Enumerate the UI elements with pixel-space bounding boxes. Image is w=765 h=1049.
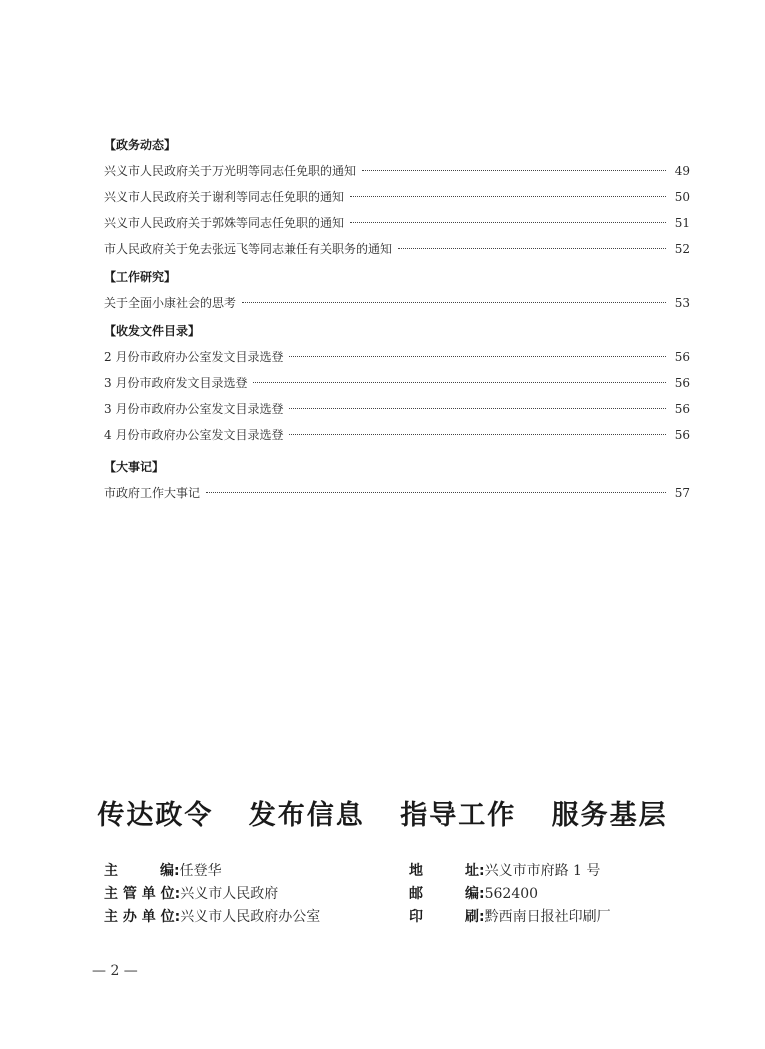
dot-leader bbox=[350, 222, 666, 223]
toc-entry-page: 56 bbox=[674, 350, 690, 364]
toc-entry[interactable] bbox=[104, 344, 690, 370]
info-value: 兴义市市府路 1 号 bbox=[484, 863, 601, 879]
dot-leader bbox=[289, 408, 666, 409]
toc-entry[interactable] bbox=[104, 480, 690, 506]
toc-entry[interactable] bbox=[104, 236, 690, 262]
toc-entry-page: 49 bbox=[674, 164, 690, 178]
info-supervisor bbox=[104, 883, 409, 906]
slogan-phrase: 传达政令 bbox=[97, 800, 214, 831]
toc-entry-title: 2 月份市政府办公室发文目录选登 bbox=[104, 350, 284, 364]
info-value: 黔西南日报社印刷厂 bbox=[484, 909, 611, 925]
dot-leader bbox=[206, 492, 666, 493]
info-sponsor bbox=[104, 906, 409, 929]
info-label: 地 址: bbox=[409, 863, 485, 879]
toc-entry-title: 市人民政府关于免去张远飞等同志兼任有关职务的通知 bbox=[104, 242, 393, 256]
dot-leader bbox=[289, 434, 666, 435]
toc-section-header: 【工作研究】 bbox=[104, 270, 177, 284]
info-row bbox=[104, 883, 664, 906]
info-label: 邮 编: bbox=[409, 886, 485, 902]
toc-entry-title: 兴义市人民政府关于郭姝等同志任免职的通知 bbox=[104, 216, 345, 230]
info-value: 562400 bbox=[484, 886, 539, 902]
info-value: 兴义市人民政府 bbox=[180, 886, 279, 902]
toc-entry-title: 4 月份市政府办公室发文目录选登 bbox=[104, 428, 284, 442]
toc-entry[interactable] bbox=[104, 158, 690, 184]
toc-entry-page: 52 bbox=[674, 242, 690, 256]
page-number: — 2 — bbox=[92, 963, 138, 979]
toc-entry-title: 关于全面小康社会的思考 bbox=[104, 296, 237, 310]
toc-section-header: 【大事记】 bbox=[104, 460, 165, 474]
table-of-contents bbox=[104, 130, 690, 506]
toc-entry-page: 56 bbox=[674, 402, 690, 416]
toc-entry[interactable] bbox=[104, 422, 690, 448]
toc-entry[interactable] bbox=[104, 396, 690, 422]
info-address bbox=[409, 860, 664, 883]
slogan-phrase: 服务基层 bbox=[551, 800, 668, 831]
info-value: 兴义市人民政府办公室 bbox=[180, 909, 321, 925]
toc-entry[interactable] bbox=[104, 370, 690, 396]
dot-leader bbox=[398, 248, 666, 249]
info-printer bbox=[409, 906, 664, 929]
info-row bbox=[104, 906, 664, 929]
dot-leader bbox=[289, 356, 666, 357]
info-editor bbox=[104, 860, 409, 883]
dot-leader bbox=[253, 382, 666, 383]
toc-entry-title: 3 月份市政府发文目录选登 bbox=[104, 376, 248, 390]
toc-entry[interactable] bbox=[104, 184, 690, 210]
publication-info bbox=[104, 860, 664, 929]
toc-entry-page: 53 bbox=[674, 296, 690, 310]
info-label: 印 刷: bbox=[409, 909, 485, 925]
toc-entry-page: 56 bbox=[674, 376, 690, 390]
toc-entry-title: 3 月份市政府办公室发文目录选登 bbox=[104, 402, 284, 416]
toc-entry-title: 兴义市人民政府关于谢利等同志任免职的通知 bbox=[104, 190, 345, 204]
info-value: 任登华 bbox=[179, 863, 222, 879]
info-label: 主 编: bbox=[104, 863, 180, 879]
toc-section-header: 【收发文件目录】 bbox=[104, 324, 201, 338]
toc-section-header: 【政务动态】 bbox=[104, 138, 177, 152]
toc-entry-page: 50 bbox=[674, 190, 690, 204]
masthead-slogan bbox=[0, 793, 765, 832]
toc-entry[interactable] bbox=[104, 210, 690, 236]
toc-entry-title: 市政府工作大事记 bbox=[104, 486, 201, 500]
info-postcode bbox=[409, 883, 664, 906]
toc-entry-page: 57 bbox=[674, 486, 690, 500]
info-row bbox=[104, 860, 664, 883]
info-label: 主 管 单 位: bbox=[104, 886, 181, 902]
toc-entry-title: 兴义市人民政府关于万光明等同志任免职的通知 bbox=[104, 164, 357, 178]
slogan-phrase: 指导工作 bbox=[400, 800, 517, 831]
toc-entry-page: 51 bbox=[674, 216, 690, 230]
dot-leader bbox=[362, 170, 666, 171]
slogan-phrase: 发布信息 bbox=[248, 800, 365, 831]
toc-entry-page: 56 bbox=[674, 428, 690, 442]
toc-entry[interactable] bbox=[104, 290, 690, 316]
dot-leader bbox=[242, 302, 666, 303]
info-label: 主 办 单 位: bbox=[104, 909, 181, 925]
dot-leader bbox=[350, 196, 666, 197]
